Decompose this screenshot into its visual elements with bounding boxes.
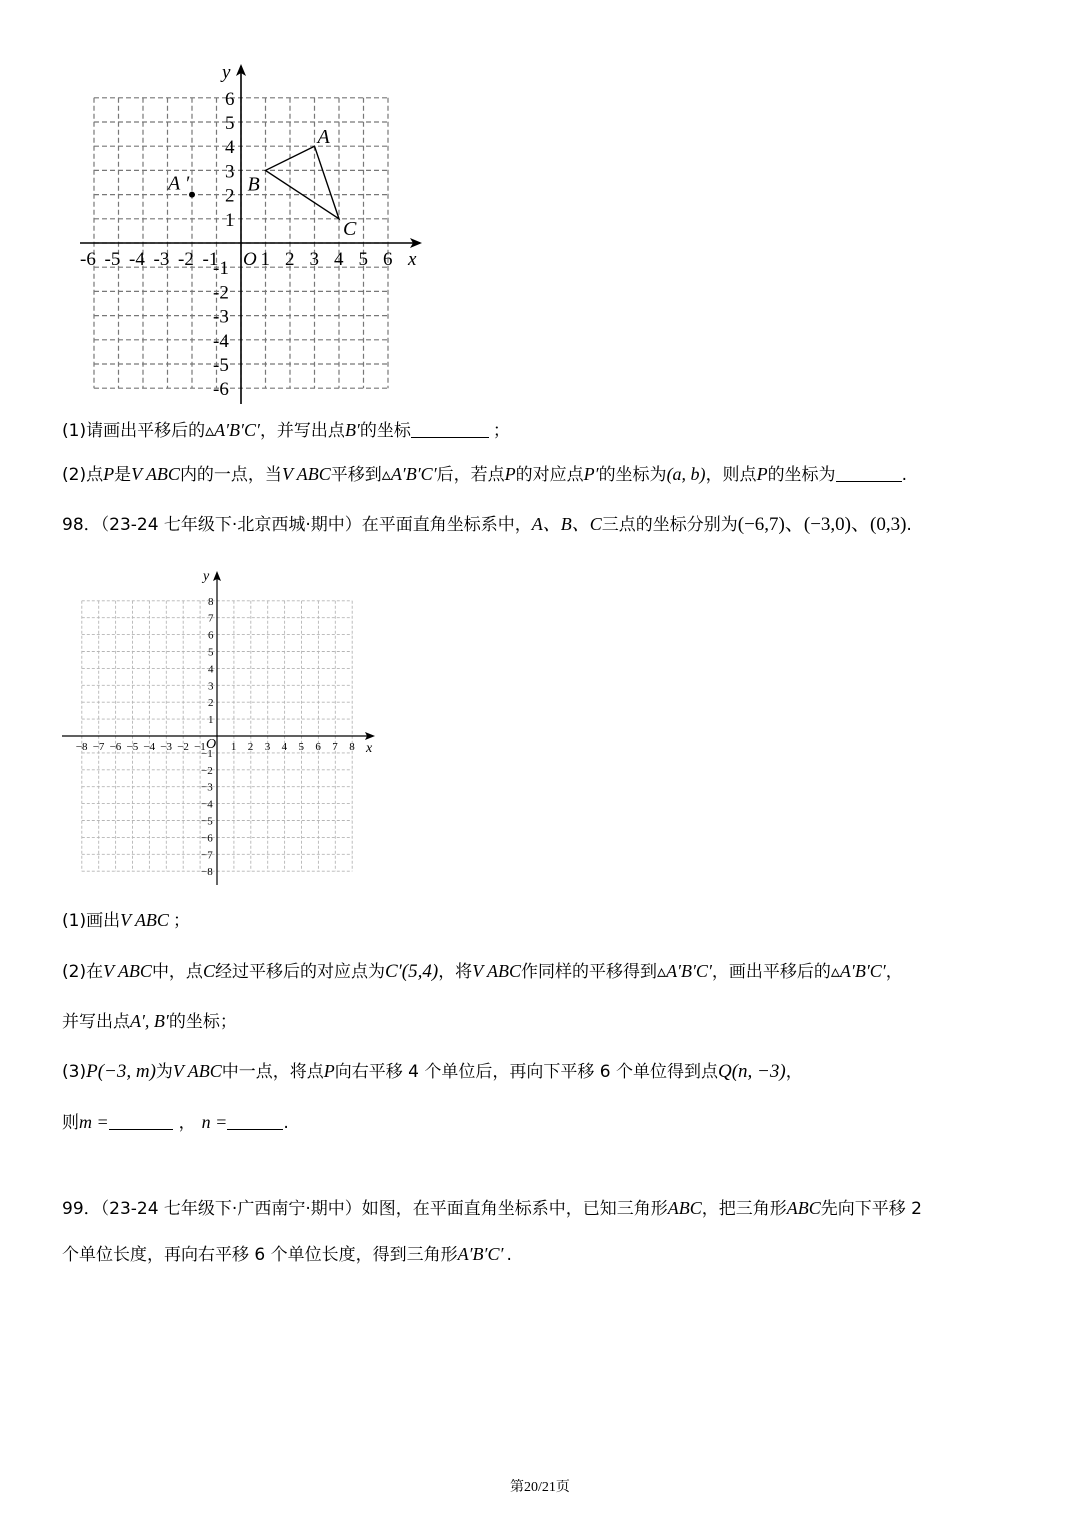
- page-footer: 第20/21页: [510, 1480, 570, 1495]
- point-P: P: [756, 464, 768, 484]
- triangle-abc: V ABC: [472, 961, 522, 981]
- x-tick-label: 8: [349, 741, 355, 753]
- triangle-abc: V ABC: [131, 464, 180, 484]
- y-tick-label: −5: [201, 815, 213, 828]
- y-tick-label: 7: [208, 612, 214, 625]
- y-tick-label: 6: [208, 629, 214, 642]
- q97-p1-point: B′: [344, 420, 360, 440]
- x-tick-label: -1: [202, 249, 219, 270]
- q97-p2-answer-blank[interactable]: [836, 463, 902, 482]
- triangle-abc: ABC: [786, 1198, 821, 1218]
- point-C-prime: C′(5,4): [384, 961, 439, 982]
- y-tick-label: −2: [201, 764, 213, 777]
- point-P: P: [504, 464, 516, 484]
- graph1-marks: [166, 126, 357, 240]
- x-tick-label: −5: [126, 741, 139, 753]
- y-tick-label: −1: [201, 747, 213, 760]
- point-A-prime: [189, 192, 195, 198]
- coordinate-graph-2: [50, 560, 390, 890]
- q97-part2: (2)点P是V ABC内的一点，当V ABC平移到▵A′B′C′后，若点P的对应点P′的坐标为(a, b)，则点P的坐标为 .: [62, 464, 907, 485]
- y-tick-label: −4: [201, 798, 213, 811]
- triangle-a-prime: ▵A′B′C′: [830, 961, 886, 981]
- x-tick-label: −2: [177, 741, 189, 753]
- x-tick-label: -4: [129, 249, 145, 270]
- point-P: P: [323, 1061, 335, 1081]
- triangle-abc: ABC: [667, 1198, 702, 1218]
- point-Q-coords: Q(n, −3): [718, 1061, 786, 1082]
- y-tick-label: 8: [208, 595, 214, 608]
- q97-p1-triangle: ▵A′B′C′: [205, 420, 260, 440]
- x-tick-label: -3: [153, 249, 170, 270]
- vertex-label-C: C: [343, 217, 357, 240]
- coords-ab: (a, b): [666, 464, 706, 484]
- x-tick-label: −6: [109, 741, 122, 753]
- y-tick-label: 1: [225, 209, 235, 231]
- y-tick-label: 5: [225, 113, 235, 134]
- y-tick-label: 1: [208, 714, 214, 727]
- q97-p1-text-2: ，并写出点: [259, 421, 345, 441]
- y-tick-label: -5: [213, 355, 229, 376]
- triangle-a-prime: A′B′C′: [457, 1244, 504, 1264]
- x-tick-label: 5: [358, 249, 368, 270]
- x-tick-label: 6: [315, 741, 321, 753]
- x-tick-label: 1: [260, 249, 270, 270]
- y-tick-label: -1: [213, 258, 229, 280]
- q97-p1-text-3: 的坐标: [359, 421, 411, 441]
- q97-p1-text: (1)请画出平移后的: [62, 421, 206, 441]
- coordinate-graph-1: [0, 55, 460, 415]
- triangle-abc: V ABC: [120, 910, 169, 930]
- triangle-abc: V ABC: [172, 1061, 222, 1081]
- y-tick-label: 4: [225, 137, 235, 159]
- x-tick-label: 3: [264, 741, 271, 753]
- graph1-axes: [80, 62, 422, 404]
- q99-line2: 个单位长度，再向右平移 6 个单位长度，得到三角形A′B′C′ .: [62, 1244, 512, 1265]
- y-tick-label: 6: [225, 88, 235, 110]
- vertex-label-A: A: [317, 126, 330, 149]
- y-axis-label: y: [203, 569, 210, 584]
- origin-label: O: [243, 249, 257, 270]
- x-tick-label: 1: [230, 741, 237, 753]
- y-tick-label: 3: [225, 161, 235, 183]
- triangle-a-prime: ▵A′B′C′: [381, 464, 437, 484]
- q98-part3-line2: 则m = ， n = .: [62, 1112, 289, 1133]
- x-tick-label: 4: [334, 249, 344, 270]
- x-axis-label: x: [366, 741, 373, 756]
- q98-coordinates: (−6,7)、(−3,0)、(0,3): [737, 514, 907, 535]
- x-tick-label: 3: [309, 249, 319, 270]
- x-tick-label: −3: [160, 741, 173, 753]
- y-tick-label: 4: [208, 663, 214, 676]
- y-tick-label: -6: [213, 379, 229, 401]
- triangle-abc: V ABC: [103, 961, 152, 981]
- graph1-tick-labels: [80, 89, 393, 400]
- y-tick-label: −6: [201, 832, 213, 845]
- point-P-coords: P(−3, m): [86, 1061, 156, 1082]
- origin-label: O: [206, 737, 217, 752]
- y-tick-label: 3: [208, 680, 214, 693]
- q98-part2: (2)在V ABC中，点C经过平移后的对应点为C′(5,4)，将V ABC作同样的平移得到▵A′B′C′，画出平移后的▵A′B′C′，: [62, 961, 903, 982]
- q98-n-answer-blank[interactable]: [227, 1111, 283, 1130]
- x-tick-label: 6: [383, 249, 393, 270]
- point-C: C: [202, 961, 215, 981]
- x-axis-label: x: [408, 249, 417, 270]
- x-tick-label: 4: [281, 741, 288, 753]
- y-tick-label: -3: [213, 306, 229, 328]
- triangle-a-prime: ▵A′B′C′: [657, 961, 712, 981]
- triangle-abc: V ABC: [281, 464, 331, 484]
- q97-part1: [62, 418, 510, 443]
- y-tick-label: 5: [208, 646, 214, 659]
- q98-m-answer-blank[interactable]: [109, 1111, 173, 1130]
- y-tick-label: −7: [201, 849, 213, 862]
- point-P: P: [103, 464, 115, 484]
- x-tick-label: −8: [75, 741, 88, 753]
- points-a-b-prime: A′, B′: [130, 1011, 169, 1031]
- x-tick-label: −1: [194, 741, 206, 753]
- x-tick-label: 2: [247, 741, 254, 753]
- x-tick-label: -5: [104, 249, 121, 270]
- q98-part1: (1)画出V ABC ；: [62, 910, 190, 931]
- points-abc: A、B、C: [531, 514, 602, 534]
- q97-p1-answer-blank[interactable]: [411, 419, 489, 438]
- y-tick-label: −3: [201, 781, 213, 794]
- x-tick-label: 7: [332, 741, 338, 753]
- y-tick-label: -2: [213, 282, 229, 304]
- var-n: n =: [201, 1112, 228, 1132]
- y-axis-label: y: [222, 62, 231, 83]
- x-tick-label: 5: [298, 741, 304, 753]
- q99-line1: 99．（23-24 七年级下·广西南宁·期中）如图，在平面直角坐标系中，已知三角形ABC，把三角形ABC先向下平移 2: [62, 1198, 922, 1219]
- q98-part2-line2: 并写出点A′, B′的坐标；: [62, 1011, 237, 1032]
- y-tick-label: −8: [201, 866, 213, 879]
- x-tick-label: −4: [143, 741, 156, 753]
- q97-p1-end: ；: [492, 421, 510, 441]
- x-tick-label: −7: [92, 741, 105, 753]
- vertex-label-B: B: [247, 173, 260, 196]
- y-tick-label: 2: [208, 697, 214, 710]
- triangle-ABC: [266, 146, 340, 219]
- q98-part3: (3)P(−3, m)为V ABC中一点，将点P向右平移 4 个单位后，再向下平移 6 个单位得到点Q(n, −3)，: [62, 1061, 803, 1082]
- point-P-prime: P′: [583, 464, 599, 484]
- point-label-A-prime: A ′: [168, 172, 190, 195]
- y-tick-label: -4: [213, 330, 229, 352]
- x-tick-label: -6: [80, 249, 96, 270]
- x-tick-label: 2: [285, 249, 295, 270]
- var-m: m =: [79, 1112, 109, 1132]
- q98-header: 98．（23-24 七年级下·北京西城·期中）在平面直角坐标系中，A、B、C三点的坐标分别为(−6,7)、(−3,0)、(0,3).: [62, 514, 912, 535]
- y-tick-label: 2: [225, 185, 235, 207]
- x-tick-label: -2: [178, 249, 194, 270]
